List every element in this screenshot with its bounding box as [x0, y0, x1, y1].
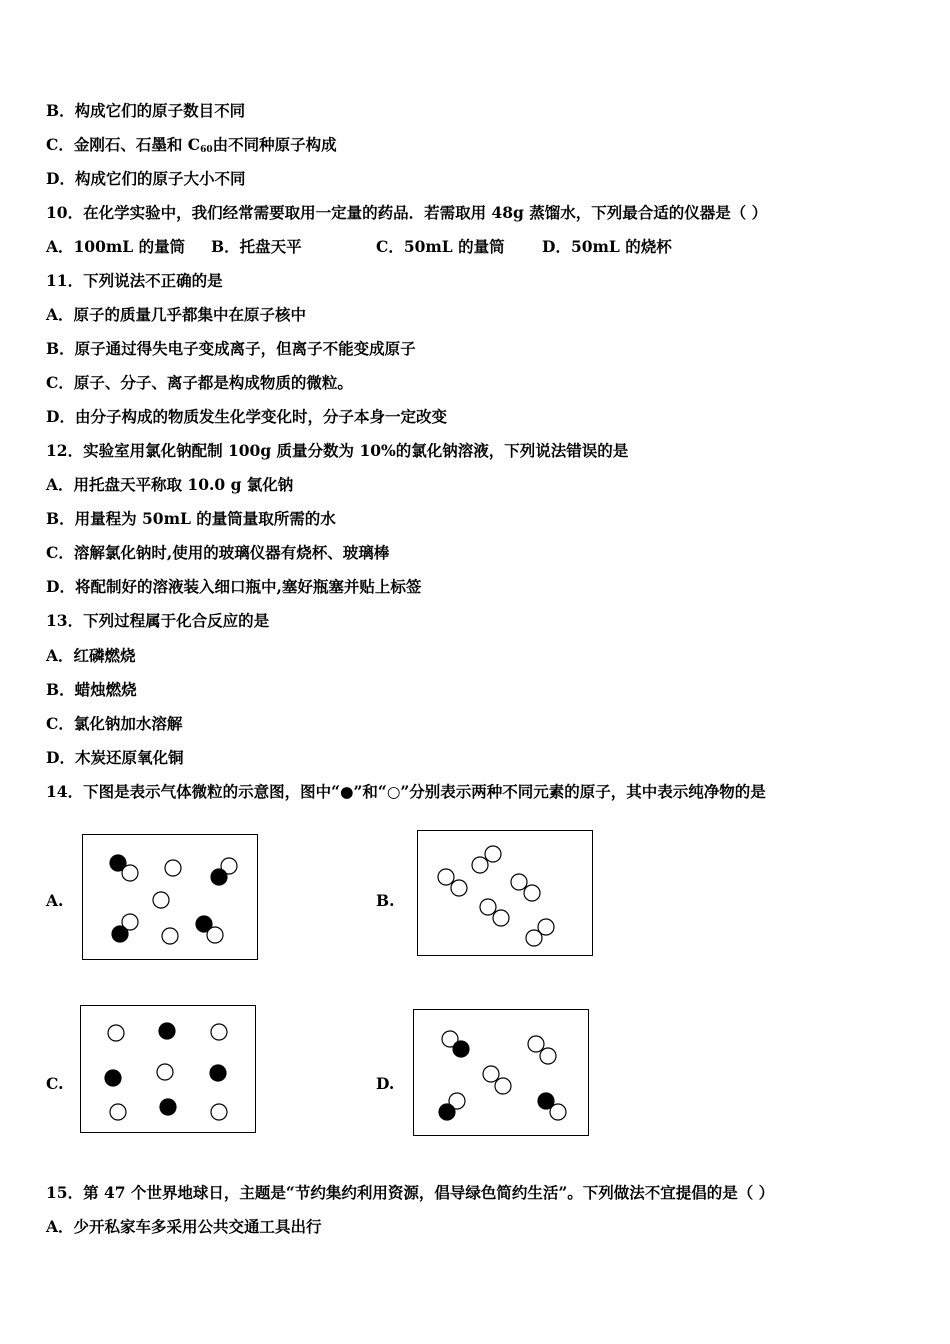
- hollow-atom: [157, 1064, 173, 1080]
- q10-option-c: C．50mL 的量筒: [376, 237, 505, 256]
- hollow-atom: [451, 880, 467, 896]
- q13-option-b: B．蜡烛燃烧: [46, 680, 137, 699]
- q10-option-a: A．100mL 的量筒: [46, 237, 186, 256]
- q12-option-a: A．用托盘天平称取 10.0 g 氯化钠: [46, 475, 294, 494]
- figure-a-diagram: [83, 835, 259, 961]
- hollow-atom: [153, 892, 169, 908]
- hollow-atom: [540, 1048, 556, 1064]
- hollow-atom: [524, 885, 540, 901]
- hollow-atom: [211, 1104, 227, 1120]
- q15-option-a: A．少开私家车多采用公共交通工具出行: [46, 1217, 322, 1236]
- hollow-atom: [110, 1104, 126, 1120]
- q12-stem: 12．实验室用氯化钠配制 100g 质量分数为 10%的氯化钠溶液，下列说法错误的是: [46, 441, 629, 460]
- hollow-atom: [165, 860, 181, 876]
- figure-b-box: [417, 830, 593, 956]
- q14-stem: 14．下图是表示气体微粒的示意图，图中“●”和“○”分别表示两种不同元素的原子，其中表示纯净物的是: [46, 782, 766, 801]
- hollow-atom: [122, 865, 138, 881]
- filled-atom: [160, 1099, 176, 1115]
- figure-d-label: D.: [376, 1074, 395, 1093]
- q13-option-c: C．氯化钠加水溶解: [46, 714, 183, 733]
- filled-atom: [210, 1065, 226, 1081]
- hollow-atom: [472, 857, 488, 873]
- q15-stem: 15．第 47 个世界地球日，主题是“节约集约利用资源，倡导绿色简约生活”。下列做法不宜提倡的是（ ）: [46, 1183, 775, 1202]
- q11-option-d: D．由分子构成的物质发生化学变化时，分子本身一定改变: [46, 407, 447, 426]
- filled-atom: [105, 1070, 121, 1086]
- q12-option-d: D．将配制好的溶液装入细口瓶中,塞好瓶塞并贴上标签: [46, 577, 422, 596]
- hollow-atom: [511, 874, 527, 890]
- hollow-atom: [485, 846, 501, 862]
- q12-option-c: C．溶解氯化钠时,使用的玻璃仪器有烧杯、玻璃棒: [46, 543, 390, 562]
- q9-option-b: B．构成它们的原子数目不同: [46, 101, 246, 120]
- q9-option-c-text: C．金刚石、石墨和 C: [46, 135, 201, 154]
- q10-option-d: D．50mL 的烧杯: [542, 237, 672, 256]
- figure-c-label: C.: [46, 1074, 64, 1093]
- figure-c-diagram: [81, 1006, 257, 1134]
- figure-a-label: A.: [46, 891, 64, 910]
- q11-stem: 11．下列说法不正确的是: [46, 271, 223, 290]
- hollow-atom: [207, 927, 223, 943]
- hollow-atom: [483, 1066, 499, 1082]
- hollow-atom: [495, 1078, 511, 1094]
- hollow-atom: [480, 899, 496, 915]
- q11-option-a: A．原子的质量几乎都集中在原子核中: [46, 305, 307, 324]
- filled-atom: [453, 1041, 469, 1057]
- hollow-atom: [550, 1104, 566, 1120]
- hollow-atom: [211, 1024, 227, 1040]
- figure-b-label: B.: [376, 891, 395, 910]
- figure-b-diagram: [418, 831, 594, 957]
- figure-c-box: [80, 1005, 256, 1133]
- q13-option-d: D．木炭还原氧化铜: [46, 748, 184, 767]
- q9-option-c: [46, 135, 337, 160]
- figure-d-box: [413, 1009, 589, 1136]
- hollow-atom: [493, 910, 509, 926]
- filled-atom: [439, 1104, 455, 1120]
- hollow-atom: [108, 1025, 124, 1041]
- q13-option-a: A．红磷燃烧: [46, 646, 136, 665]
- q13-stem: 13．下列过程属于化合反应的是: [46, 611, 270, 630]
- q9-option-c-subscript: 60: [200, 145, 213, 155]
- filled-atom: [159, 1023, 175, 1039]
- q11-option-b: B．原子通过得失电子变成离子，但离子不能变成原子: [46, 339, 416, 358]
- q10-option-b: B．托盘天平: [211, 237, 302, 256]
- hollow-atom: [526, 930, 542, 946]
- q9-option-c-text-end: 由不同种原子构成: [212, 135, 337, 154]
- filled-atom: [112, 926, 128, 942]
- figure-a-box: [82, 834, 258, 960]
- filled-atom: [211, 869, 227, 885]
- q9-option-d: D．构成它们的原子大小不同: [46, 169, 246, 188]
- hollow-atom: [162, 928, 178, 944]
- q11-option-c: C．原子、分子、离子都是构成物质的微粒。: [46, 373, 353, 392]
- q10-stem: 10．在化学实验中，我们经常需要取用一定量的药品．若需取用 48g 蒸馏水，下列最合适的仪器是（ ）: [46, 203, 768, 222]
- hollow-atom: [438, 869, 454, 885]
- hollow-atom: [528, 1036, 544, 1052]
- q12-option-b: B．用量程为 50mL 的量筒量取所需的水: [46, 509, 336, 528]
- figure-d-diagram: [414, 1010, 590, 1137]
